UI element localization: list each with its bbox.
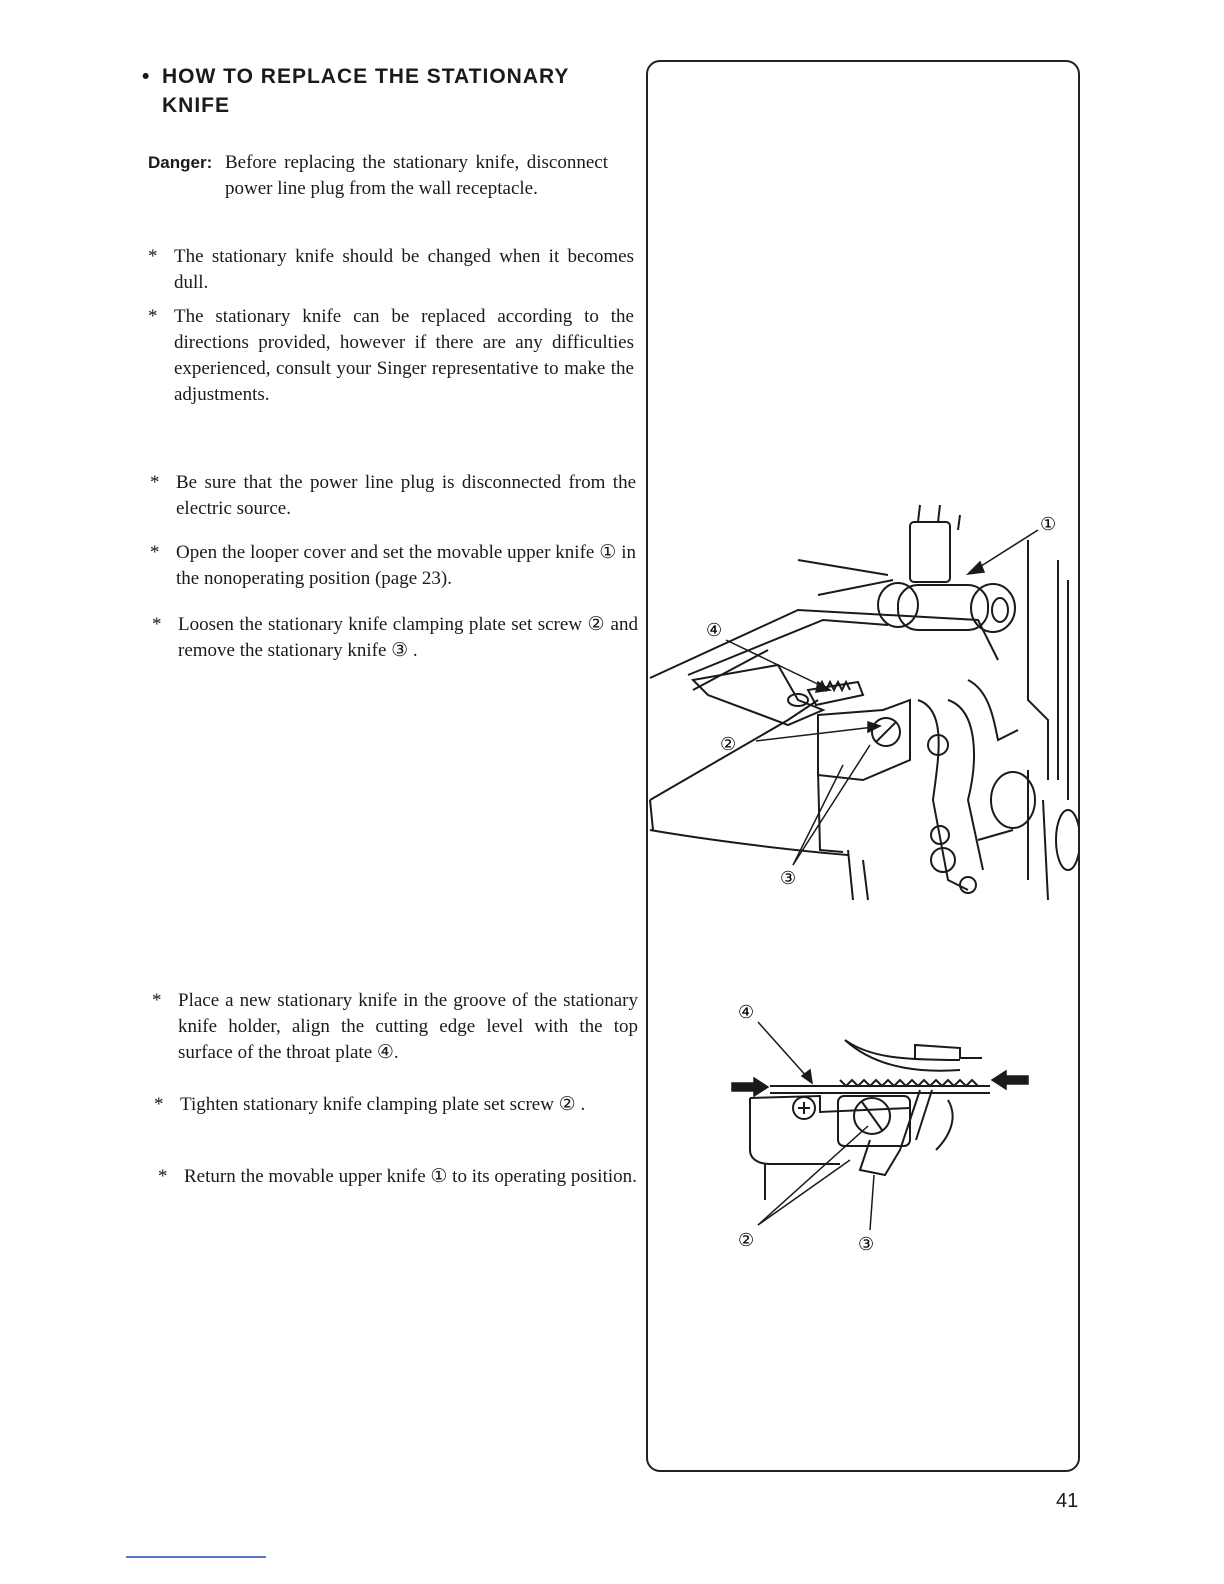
step-text: Tighten stationary knife clamping plate set screw ② . bbox=[180, 1094, 586, 1115]
figure2-callout-2: ② bbox=[738, 1230, 755, 1251]
heading-line-2: KNIFE bbox=[162, 94, 230, 117]
figure1-callout-1: ① bbox=[1040, 514, 1057, 535]
step-bullet: * bbox=[150, 472, 160, 493]
knife-alignment-diagram bbox=[720, 990, 1040, 1260]
note-text: The stationary knife should be changed when it becomes dull. bbox=[174, 246, 634, 293]
step-item bbox=[150, 470, 636, 522]
step-text: Be sure that the power line plug is disconnected from the electric source. bbox=[176, 472, 636, 519]
step-bullet: * bbox=[152, 614, 162, 635]
danger-notice bbox=[148, 150, 608, 202]
machine-illustration bbox=[648, 500, 1078, 920]
footer-rule bbox=[126, 1556, 266, 1558]
step-text: Loosen the stationary knife clamping plate set screw ② and remove the stationary knife ③ . bbox=[178, 614, 638, 661]
step-item bbox=[158, 1164, 644, 1190]
step-item bbox=[152, 988, 638, 1066]
step-bullet: * bbox=[150, 542, 160, 563]
step-text: Return the movable upper knife ① to its operating position. bbox=[184, 1166, 637, 1187]
step-bullet: * bbox=[152, 990, 162, 1011]
note-bullet: * bbox=[148, 246, 158, 267]
note-text: The stationary knife can be replaced according to the directions provided, however if there are any difficulties experienced, consult your Singer representative to make the adjustments. bbox=[174, 306, 634, 405]
figure1-callout-4: ④ bbox=[706, 620, 723, 641]
machine-drawing bbox=[650, 505, 1078, 900]
page-number: 41 bbox=[1056, 1490, 1079, 1512]
note-item bbox=[148, 244, 634, 296]
note-bullet: * bbox=[148, 306, 158, 327]
step-text: Place a new stationary knife in the groove of the stationary knife holder, align the cutting edge level with the top surface of the throat plate ④. bbox=[178, 990, 638, 1063]
figure1-callout-2: ② bbox=[720, 734, 737, 755]
note-item bbox=[148, 304, 634, 408]
step-bullet: * bbox=[154, 1094, 164, 1115]
step-text: Open the looper cover and set the movable upper knife ① in the nonoperating position (page 23). bbox=[176, 542, 636, 589]
heading-line-1: HOW TO REPLACE THE STATIONARY bbox=[162, 65, 570, 88]
knife-alignment-drawing bbox=[750, 1040, 990, 1200]
step-item bbox=[152, 612, 638, 664]
heading-bullet: • bbox=[142, 65, 151, 88]
step-bullet: * bbox=[158, 1166, 168, 1187]
step-item bbox=[150, 540, 636, 592]
figure1-callout-3: ③ bbox=[780, 868, 797, 889]
step-item bbox=[154, 1092, 640, 1118]
danger-text: Before replacing the stationary knife, disconnect power line plug from the wall receptacle. bbox=[225, 152, 608, 199]
section-heading bbox=[142, 62, 612, 120]
figure2-callout-4: ④ bbox=[738, 1002, 755, 1023]
danger-label: Danger: bbox=[148, 153, 213, 172]
figure2-callout-3: ③ bbox=[858, 1234, 875, 1255]
